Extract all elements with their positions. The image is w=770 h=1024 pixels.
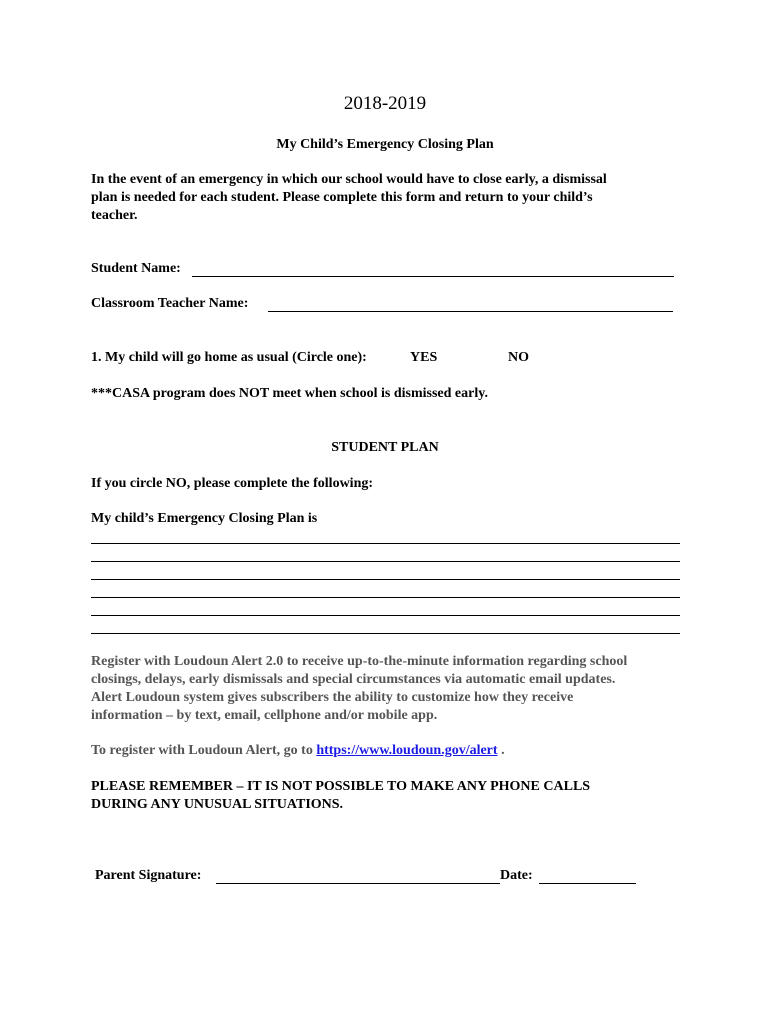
plan-line[interactable]	[91, 597, 680, 598]
intro-line: plan is needed for each student. Please complete this form and return to your child’s	[91, 190, 593, 205]
plan-instruction: If you circle NO, please complete the following:	[91, 476, 374, 491]
plan-line[interactable]	[91, 615, 680, 616]
alert-line: Alert Loudoun system gives subscribers the ability to customize how they receive	[91, 690, 574, 705]
plan-line[interactable]	[91, 543, 680, 544]
remember-line: DURING ANY UNUSUAL SITUATIONS.	[91, 797, 344, 812]
date-label: Date:	[500, 868, 533, 883]
school-year: 2018-2019	[343, 93, 427, 114]
register-sentence	[91, 743, 505, 759]
remember-notice	[91, 778, 590, 814]
alert-line: information – by text, email, cellphone and/or mobile app.	[91, 708, 438, 723]
plan-label: My child’s Emergency Closing Plan is	[91, 511, 318, 526]
teacher-name-field[interactable]	[268, 311, 673, 312]
intro-line: In the event of an emergency in which our school would have to close early, a dismissal	[91, 172, 607, 187]
loudoun-alert-link[interactable]: https://www.loudoun.gov/alert	[316, 743, 498, 758]
date-field[interactable]	[539, 883, 636, 884]
parent-signature-label: Parent Signature:	[95, 868, 202, 883]
alert-line: Register with Loudoun Alert 2.0 to receive up-to-the-minute information regarding school	[91, 654, 628, 669]
no-option[interactable]: NO	[508, 350, 529, 365]
casa-note: ***CASA program does NOT meet when school is dismissed early.	[91, 386, 488, 401]
remember-line: PLEASE REMEMBER – IT IS NOT POSSIBLE TO MAKE ANY PHONE CALLS	[91, 779, 591, 794]
student-name-field[interactable]	[192, 276, 674, 277]
page-title: My Child’s Emergency Closing Plan	[276, 137, 494, 152]
yes-option[interactable]: YES	[410, 350, 438, 365]
intro-paragraph	[91, 171, 691, 225]
alert-line: closings, delays, early dismissals and special circumstances via automatic email updates.	[91, 672, 616, 687]
plan-line[interactable]	[91, 579, 680, 580]
plan-line[interactable]	[91, 633, 680, 634]
teacher-name-label: Classroom Teacher Name:	[91, 296, 249, 311]
go-home-question: 1. My child will go home as usual (Circle one):	[91, 350, 367, 365]
student-name-label: Student Name:	[91, 261, 181, 276]
register-suffix: .	[501, 743, 505, 758]
intro-line: teacher.	[91, 208, 138, 223]
alert-paragraph	[91, 653, 691, 725]
parent-signature-field[interactable]	[216, 883, 500, 884]
plan-line[interactable]	[91, 561, 680, 562]
student-plan-heading: STUDENT PLAN	[331, 440, 439, 455]
register-prefix: To register with Loudoun Alert, go to	[91, 743, 313, 758]
